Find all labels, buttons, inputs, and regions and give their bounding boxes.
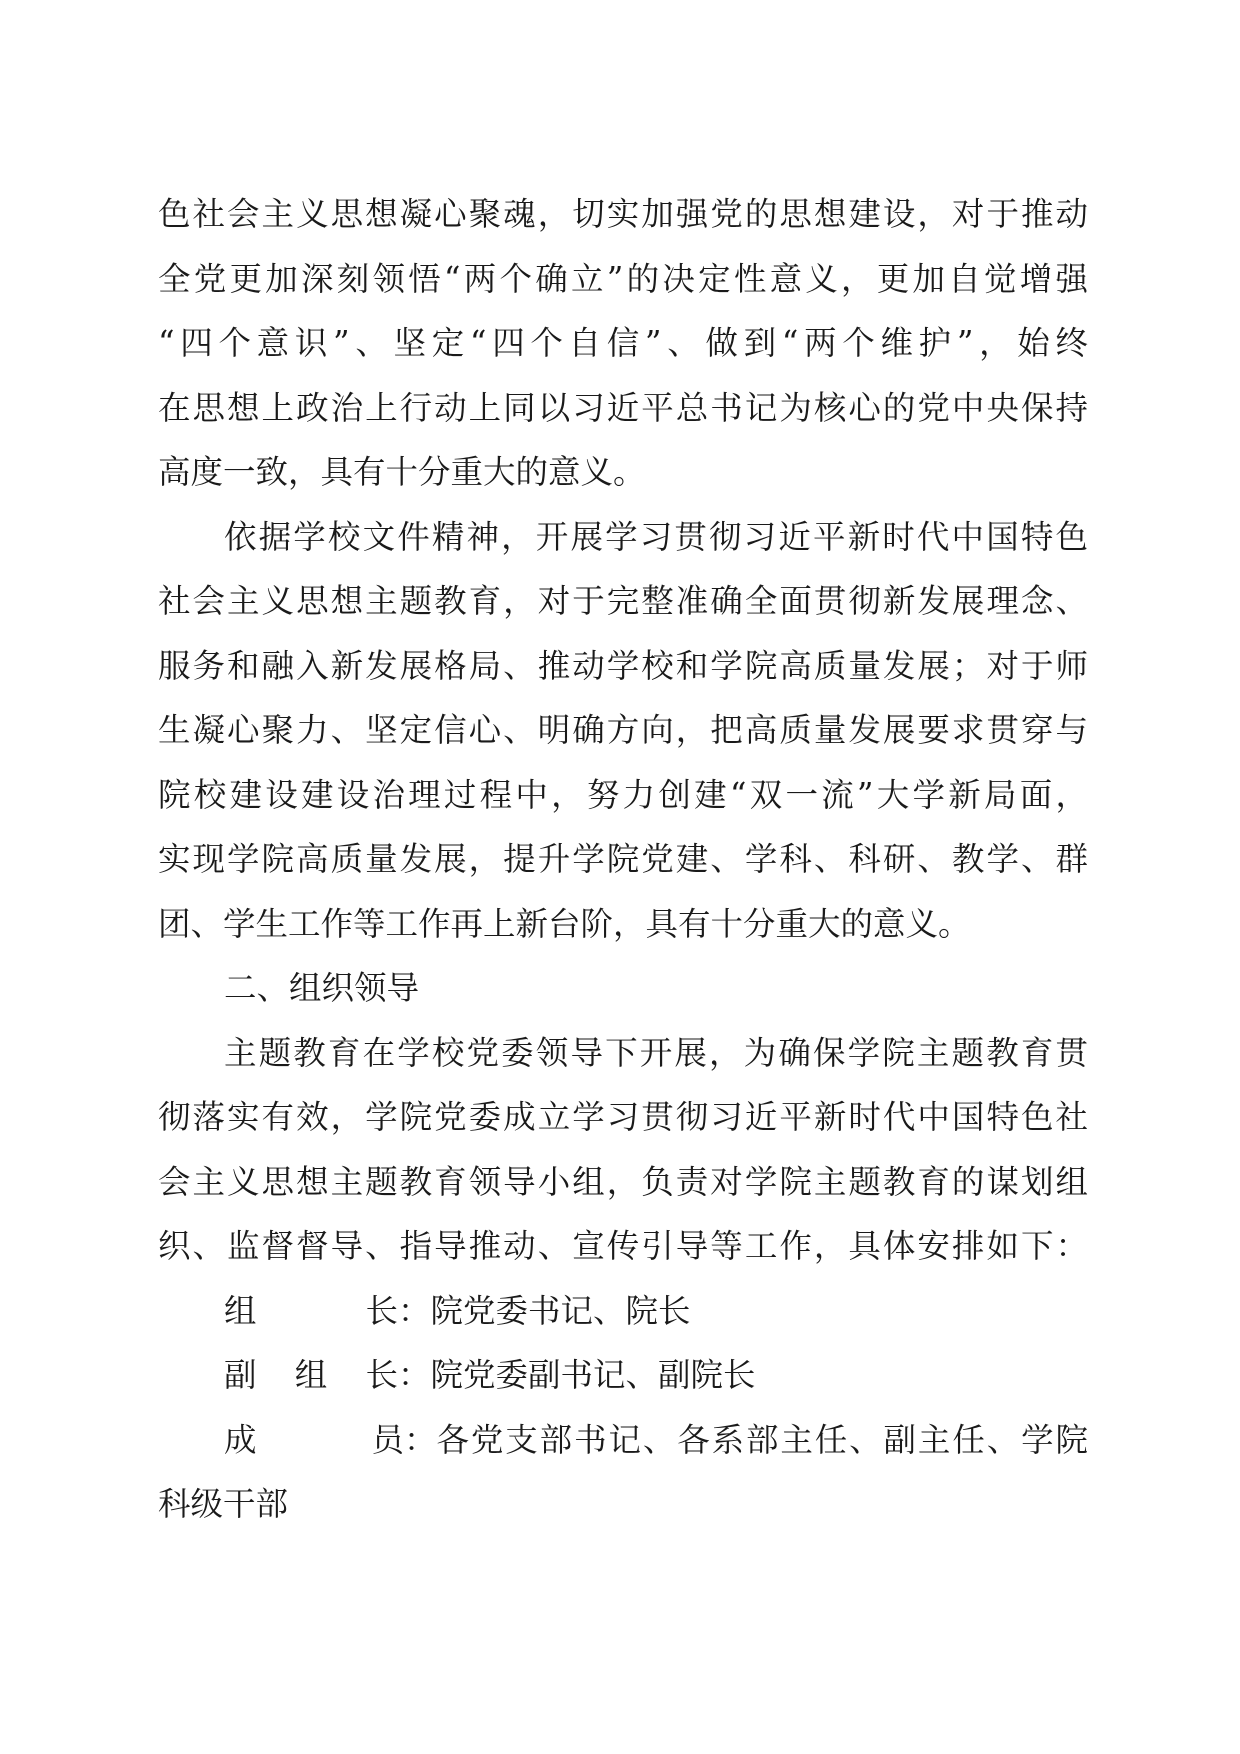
text-line: 高度一致，具有十分重大的意义。 bbox=[158, 453, 646, 491]
text-line: 主题教育在学校党委领导下开展，为确保学院主题教育贯 bbox=[224, 1033, 1088, 1072]
text-line: 在思想上政治上行动上同以习近平总书记为核心的党中央保持 bbox=[158, 388, 1088, 427]
role-label-char: 组 bbox=[294, 1356, 328, 1394]
document-body bbox=[158, 182, 1088, 1537]
role-label-leader bbox=[224, 1279, 398, 1344]
role-label-members bbox=[224, 1408, 404, 1473]
colon: ： bbox=[404, 1420, 437, 1459]
role-desc-leader: 院党委书记、院长 bbox=[430, 1291, 691, 1330]
roster-members bbox=[158, 1408, 1088, 1473]
role-label-char: 成 bbox=[224, 1420, 257, 1459]
text-line: 生凝心聚力、坚定信心、明确方向，把高质量发展要求贯穿与 bbox=[158, 711, 1088, 749]
role-label-char: 长 bbox=[365, 1356, 398, 1394]
text-line: 会主义思想主题教育领导小组，负责对学院主题教育的谋划组 bbox=[158, 1162, 1088, 1201]
leadership-roster bbox=[158, 1279, 1088, 1537]
paragraph-significance-school bbox=[158, 505, 1088, 957]
colon: ： bbox=[398, 1291, 431, 1330]
role-desc-members-continued: 科级干部 bbox=[158, 1485, 289, 1523]
text-line: 社会主义思想主题教育，对于完整准确全面贯彻新发展理念、 bbox=[158, 582, 1088, 620]
role-label-char: 副 bbox=[224, 1356, 257, 1394]
role-desc-deputy: 院党委副书记、副院长 bbox=[430, 1356, 756, 1394]
text-line: 全党更加深刻领悟“两个确立”的决定性意义，更加自觉增强 bbox=[158, 259, 1088, 298]
text-line: “四个意识”、坚定“四个自信”、做到“两个维护”，始终 bbox=[158, 324, 1088, 362]
paragraph-significance-party bbox=[158, 182, 1088, 505]
text-line: 色社会主义思想凝心聚魂，切实加强党的思想建设，对于推动 bbox=[158, 195, 1088, 233]
text-line: 彻落实有效，学院党委成立学习贯彻习近平新时代中国特色社 bbox=[158, 1098, 1088, 1136]
text-line: 服务和融入新发展格局、推动学校和学院高质量发展；对于师 bbox=[158, 646, 1088, 685]
role-label-char: 组 bbox=[224, 1291, 257, 1330]
text-line: 实现学院高质量发展，提升学院党建、学科、科研、教学、群 bbox=[158, 840, 1088, 878]
text-line: 织、监督督导、指导推动、宣传引导等工作，具体安排如下： bbox=[158, 1227, 1088, 1265]
roster-deputy bbox=[158, 1343, 1088, 1408]
role-label-deputy bbox=[224, 1343, 398, 1408]
text-line: 依据学校文件精神，开展学习贯彻习近平新时代中国特色 bbox=[224, 517, 1088, 556]
role-label-char: 员 bbox=[371, 1420, 404, 1459]
text-line: 院校建设建设治理过程中，努力创建“双一流”大学新局面， bbox=[158, 775, 1088, 814]
role-desc-members: 各党支部书记、各系部主任、副主任、学院 bbox=[436, 1420, 1088, 1459]
colon: ： bbox=[398, 1356, 431, 1394]
paragraph-organization bbox=[158, 1021, 1088, 1279]
role-label-char: 长 bbox=[365, 1291, 398, 1330]
roster-leader bbox=[158, 1279, 1088, 1344]
text-line: 团、学生工作等工作再上新台阶，具有十分重大的意义。 bbox=[158, 904, 971, 943]
section-heading: 二、组织领导 bbox=[224, 969, 420, 1007]
